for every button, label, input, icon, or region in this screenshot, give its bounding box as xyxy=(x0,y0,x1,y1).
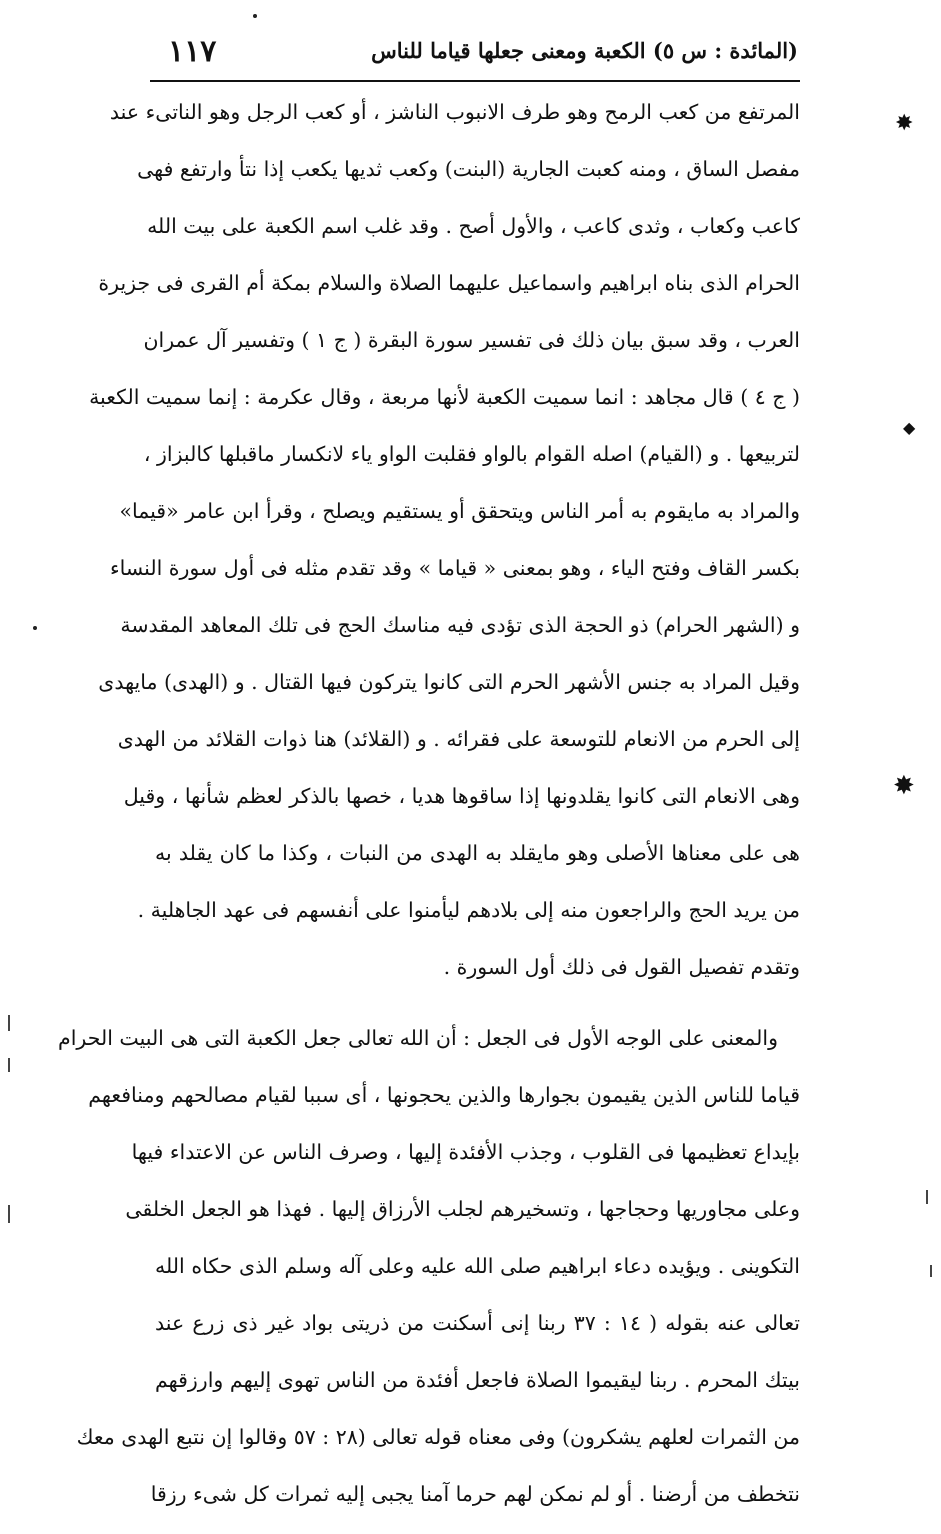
text-line: المرتفع من كعب الرمح وهو طرف الانبوب الناشز ، أو كعب الرجل وهو الناتىء عند xyxy=(109,100,800,124)
text-line: من الثمرات لعلهم يشكرون) وفى معناه قوله تعالى (٢٨ : ٥٧ وقالوا إن نتبع الهدى معك xyxy=(76,1425,800,1449)
ink-speck: ◆ xyxy=(903,418,916,437)
text-line: كاعب وكعاب ، وثدى كاعب ، والأول أصح . وقد غلب اسم الكعبة على بيت الله xyxy=(147,214,800,238)
text-line: وقيل المراد به جنس الأشهر الحرم التى كانوا يتركون فيها القتال . و (الهدى) مايهدى xyxy=(98,670,800,694)
running-head: (المائدة : س ٥) الكعبة ومعنى جعلها قياما للناس xyxy=(371,38,798,63)
body-text xyxy=(58,95,800,1534)
text-line: والمراد به مايقوم به أمر الناس ويتحقق أو يستقيم ويصلح ، وقرأ ابن عامر «قيما» xyxy=(119,499,800,523)
text-line: نتخطف من أرضنا . أو لم نمكن لهم حرما آمنا يجبى إليه ثمرات كل شىء رزقا xyxy=(150,1482,800,1506)
ink-dot xyxy=(253,14,257,18)
text-line: وتقدم تفصيل القول فى ذلك أول السورة . xyxy=(443,955,800,979)
page-header xyxy=(150,34,798,74)
margin-mark xyxy=(8,1205,10,1223)
text-line: مفصل الساق ، ومنه كعبت الجارية (البنت) وكعب ثديها يكعب إذا نتأ وارتفع فهى xyxy=(137,157,800,181)
text-line: بإيداع تعظيمها فى القلوب ، وجذب الأفئدة إليها ، وصرف الناس عن الاعتداء فيها xyxy=(131,1140,800,1164)
header-rule xyxy=(150,80,800,82)
text-line: من يريد الحج والراجعون منه إلى بلادهم ليأمنوا على أنفسهم فى عهد الجاهلية . xyxy=(137,898,800,922)
ink-speck: ✸ xyxy=(895,111,914,136)
margin-mark xyxy=(8,1058,10,1072)
page-number: ١١٧ xyxy=(168,34,217,69)
margin-mark xyxy=(926,1190,928,1204)
text-line: إلى الحرم من الانعام للتوسعة على فقرائه . و (القلائد) هنا ذوات القلائد من الهدى xyxy=(117,727,800,751)
text-line: ( ج ٤ ) قال مجاهد : انما سميت الكعبة لأنها مربعة ، وقال عكرمة : إنما سميت الكعبة xyxy=(89,385,800,409)
text-line: العرب ، وقد سبق بيان ذلك فى تفسير سورة البقرة ( ج ١ ) وتفسير آل عمران xyxy=(143,328,800,352)
text-line: لتربيعها . و (القيام) اصله القوام بالواو فقلبت الواو ياء لانكسار ماقبلها كالبزاز ، xyxy=(143,442,800,466)
text-line: هى على معناها الأصلى وهو مايقلد به الهدى من النبات ، وكذا ما كان يقلد به xyxy=(155,841,800,865)
text-line: بكسر القاف وفتح الياء ، وهو بمعنى « قياما » وقد تقدم مثله فى أول سورة النساء xyxy=(109,556,800,580)
text-line: وعلى مجاوريها وحجاجها ، وتسخيرهم لجلب الأرزاق إليها . فهذا هو الجعل الخلقى xyxy=(125,1197,800,1221)
text-line: الحرام الذى بناه ابراهيم واسماعيل عليهما الصلاة والسلام بمكة أم القرى فى جزيرة xyxy=(98,271,800,295)
text-line: والمعنى على الوجه الأول فى الجعل : أن الله تعالى جعل الكعبة التى هى البيت الحرام xyxy=(58,1026,778,1050)
ink-speck: ✸ xyxy=(893,771,915,801)
ink-dot xyxy=(33,626,37,630)
text-line: بيتك المحرم . ربنا ليقيموا الصلاة فاجعل أفئدة من الناس تهوى إليهم وارزقهم xyxy=(155,1368,800,1392)
text-line: وهى الانعام التى كانوا يقلدونها إذا ساقوها هديا ، خصها بالذكر لعظم شأنها ، وقيل xyxy=(123,784,800,808)
text-line: قياما للناس الذين يقيمون بجوارها والذين يحجونها ، أى سببا لقيام مصالحهم ومنافعهم xyxy=(88,1083,800,1107)
margin-mark xyxy=(8,1015,10,1031)
margin-mark xyxy=(930,1265,932,1277)
text-line: و (الشهر الحرام) ذو الحجة الذى تؤدى فيه مناسك الحج فى تلك المعاهد المقدسة xyxy=(120,613,800,637)
text-line: التكوينى . ويؤيده دعاء ابراهيم صلى الله عليه وعلى آله وسلم الذى حكاه الله xyxy=(155,1254,800,1278)
text-line: تعالى عنه بقوله ( ١٤ : ٣٧ ربنا إنى أسكنت من ذريتى بواد غير ذى زرع عند xyxy=(155,1311,800,1335)
